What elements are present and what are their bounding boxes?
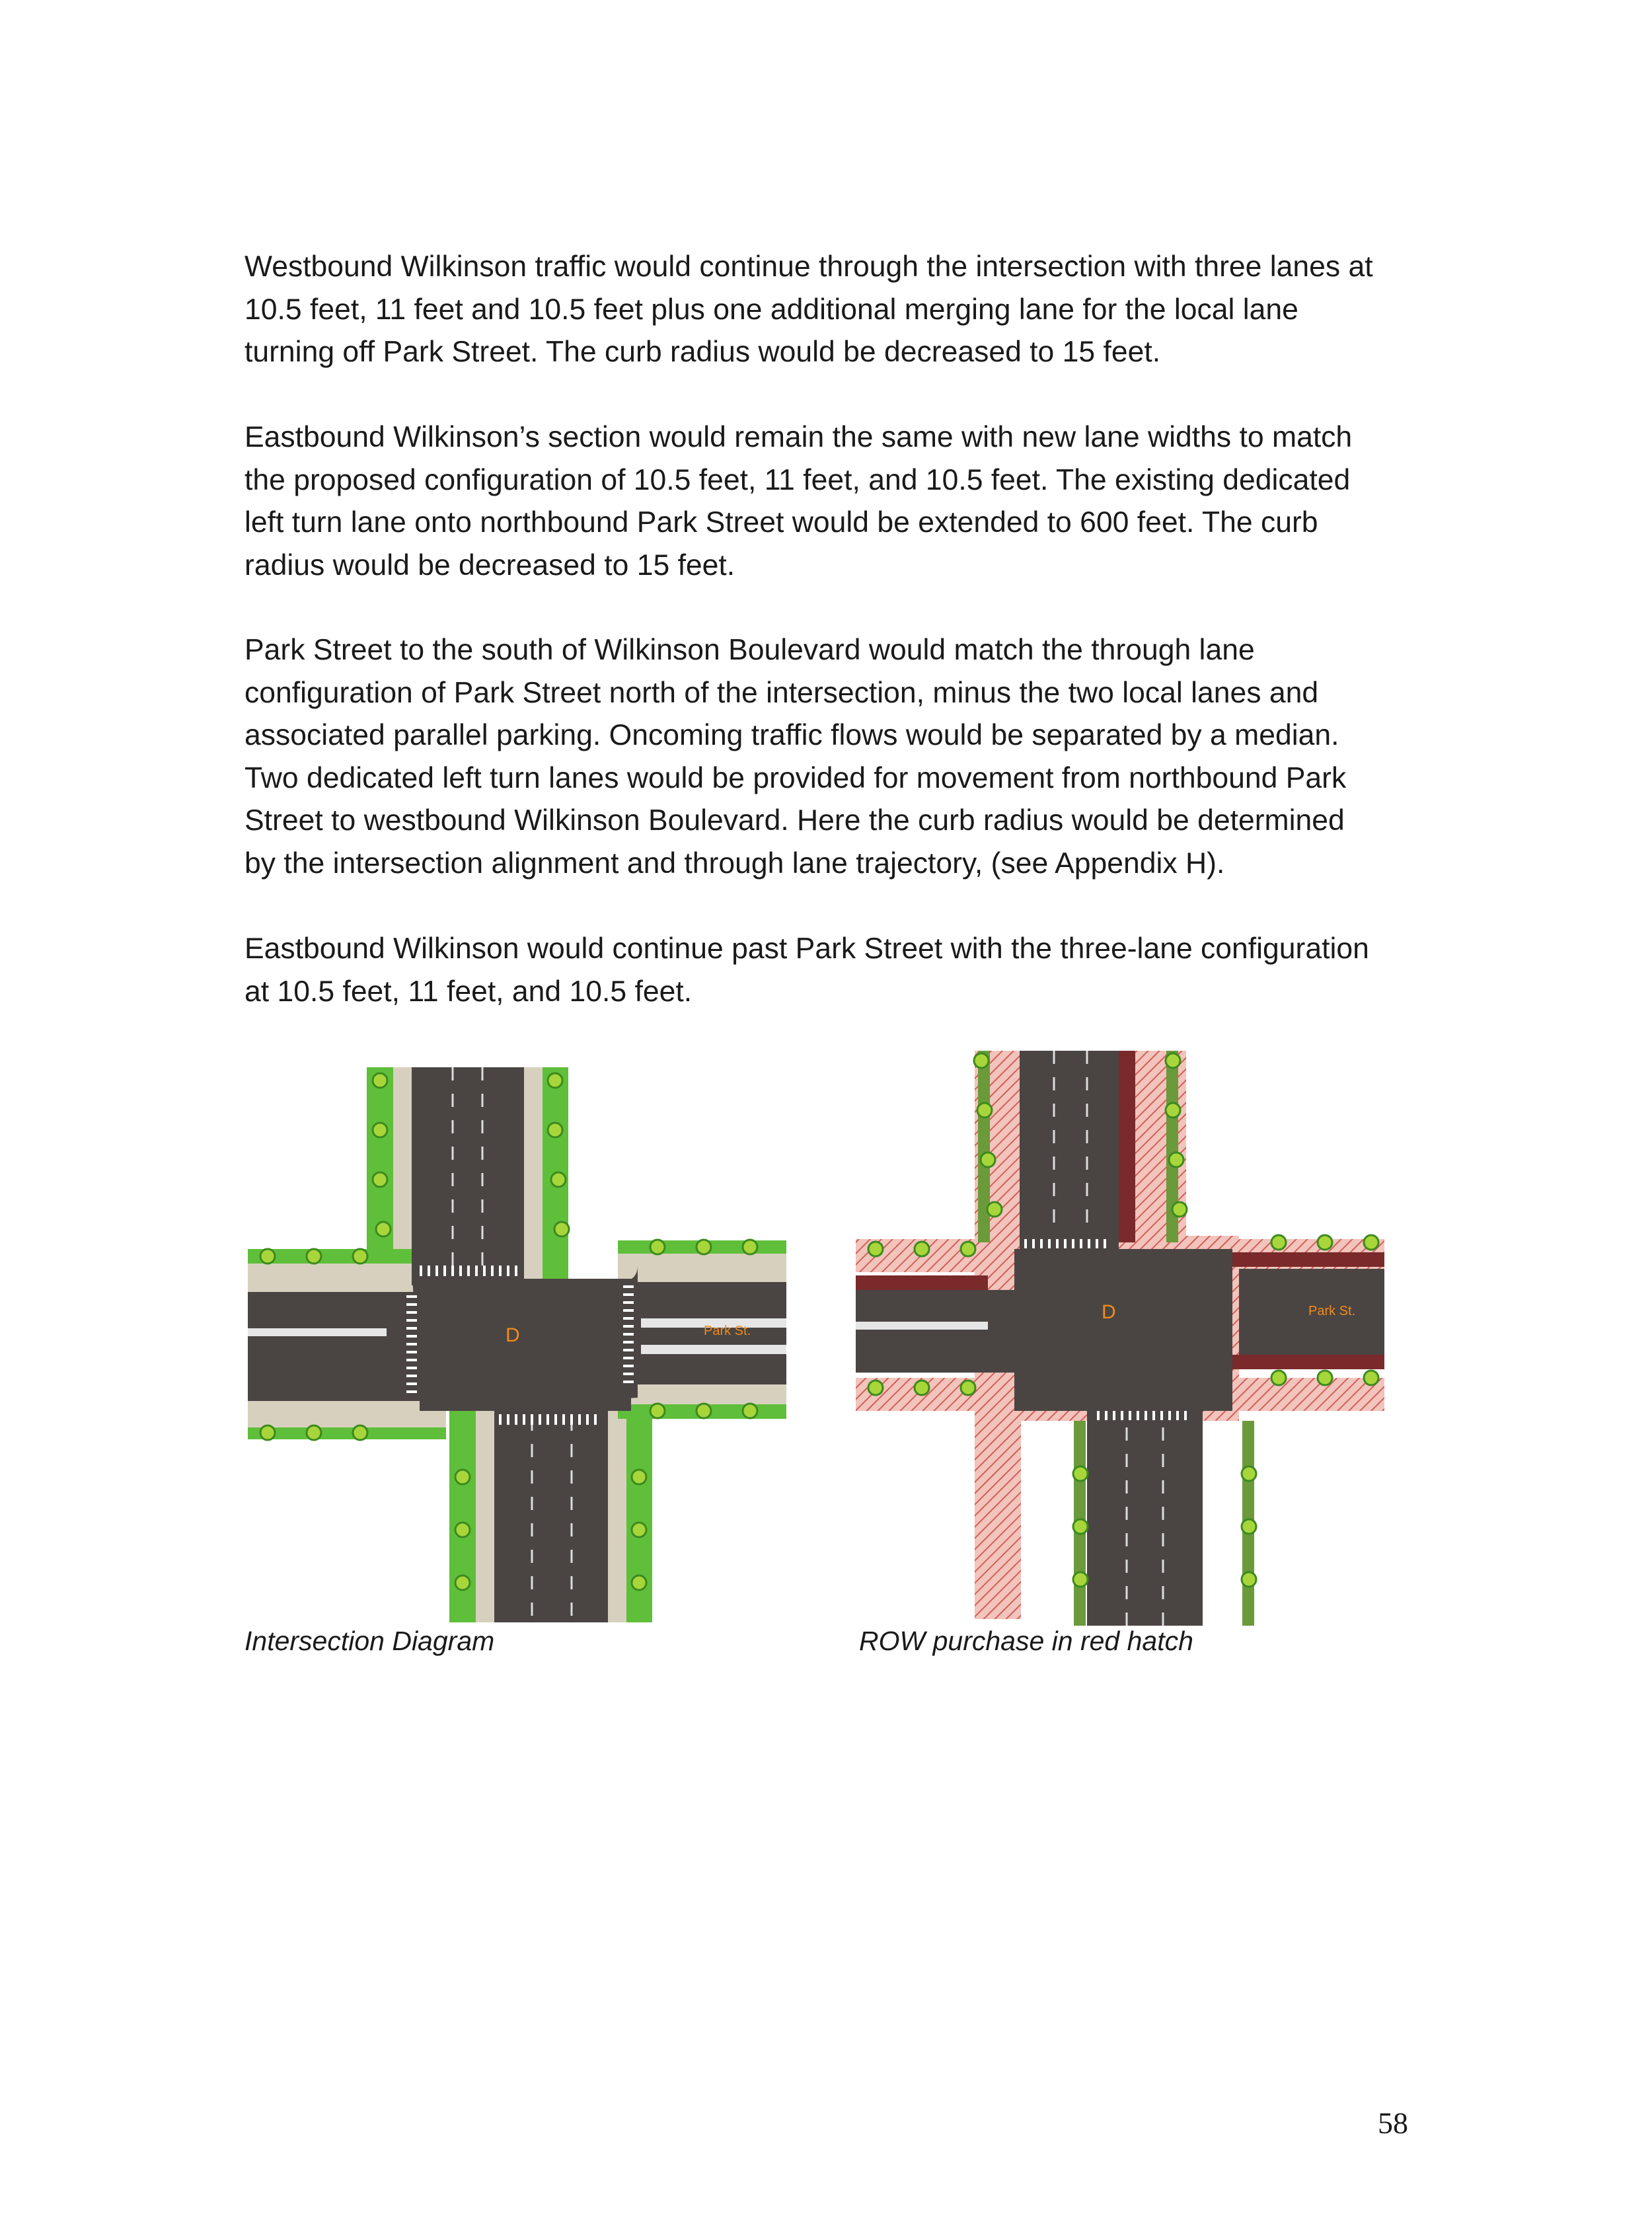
text-line: by the intersection alignment and through lane trajectory, (see Appendix H).: [244, 847, 1225, 880]
text-line: Eastbound Wilkinson’s section would remain the same with new lane widths to match: [244, 421, 1353, 453]
center-label: D: [506, 1324, 520, 1346]
text-line: Park Street to the south of Wilkinson Boulevard would match the through lane: [244, 634, 1255, 666]
median: [856, 1322, 988, 1330]
paragraph-park-street-south: [244, 629, 1434, 885]
road-north: [1020, 1051, 1119, 1249]
sidewalk: [618, 1384, 786, 1404]
figure-caption-intersection: Intersection Diagram: [244, 1626, 495, 1656]
road-east: [618, 1282, 786, 1384]
row-dark: [1232, 1252, 1384, 1267]
intersection-diagram: [248, 1067, 786, 1622]
text-line: the proposed configuration of 10.5 feet, 11 feet, and 10.5 feet. The existing dedicated: [244, 463, 1351, 496]
paragraph-eastbound: [244, 416, 1434, 587]
text-line: configuration of Park Street north of the intersection, minus the two local lanes and: [244, 676, 1319, 709]
median: [641, 1345, 786, 1354]
row-purchase-diagram: [856, 1051, 1384, 1626]
planting-strip: [248, 1427, 446, 1439]
sidewalk: [248, 1401, 446, 1427]
page-number: 58: [1378, 2106, 1408, 2140]
intersection-core: [1014, 1249, 1232, 1411]
center-label: D: [1102, 1301, 1116, 1323]
road-west: [248, 1292, 420, 1401]
text-line: Street to westbound Wilkinson Boulevard. Here the curb radius would be determined: [244, 804, 1345, 837]
text-line: turning off Park Street. The curb radius would be decreased to 15 feet.: [244, 336, 1161, 368]
row-dark: [1117, 1051, 1135, 1242]
text-line: left turn lane onto northbound Park Street would be extended to 600 feet. The curb: [244, 506, 1318, 539]
intersection-core: [420, 1279, 631, 1411]
paragraph-eastbound-continue: [244, 928, 1434, 1013]
text-line: Eastbound Wilkinson would continue past Park Street with the three-lane configuration: [244, 932, 1369, 965]
street-label: Park St.: [1308, 1304, 1356, 1318]
text-line: at 10.5 feet, 11 feet, and 10.5 feet.: [244, 975, 693, 1008]
median: [248, 1328, 387, 1336]
sidewalk: [618, 1252, 786, 1282]
text-line: 10.5 feet, 11 feet and 10.5 feet plus one additional merging lane for the local lane: [244, 293, 1298, 326]
text-line: radius would be decreased to 15 feet.: [244, 549, 735, 582]
road-north: [412, 1067, 524, 1285]
text-line: Two dedicated left turn lanes would be provided for movement from northbound Park: [244, 761, 1347, 794]
text-line: Westbound Wilkinson traffic would continue through the intersection with three lanes at: [244, 250, 1373, 283]
road-west: [856, 1290, 1014, 1373]
road-south: [1087, 1411, 1203, 1626]
road-south: [494, 1398, 608, 1622]
street-label: Park St.: [704, 1324, 751, 1338]
paragraph-westbound: [244, 246, 1434, 374]
figure-caption-row: ROW purchase in red hatch: [859, 1626, 1193, 1656]
row-dark: [856, 1275, 988, 1290]
row-dark: [1232, 1355, 1384, 1369]
text-line: associated parallel parking. Oncoming traffic flows would be separated by a median.: [244, 719, 1339, 751]
